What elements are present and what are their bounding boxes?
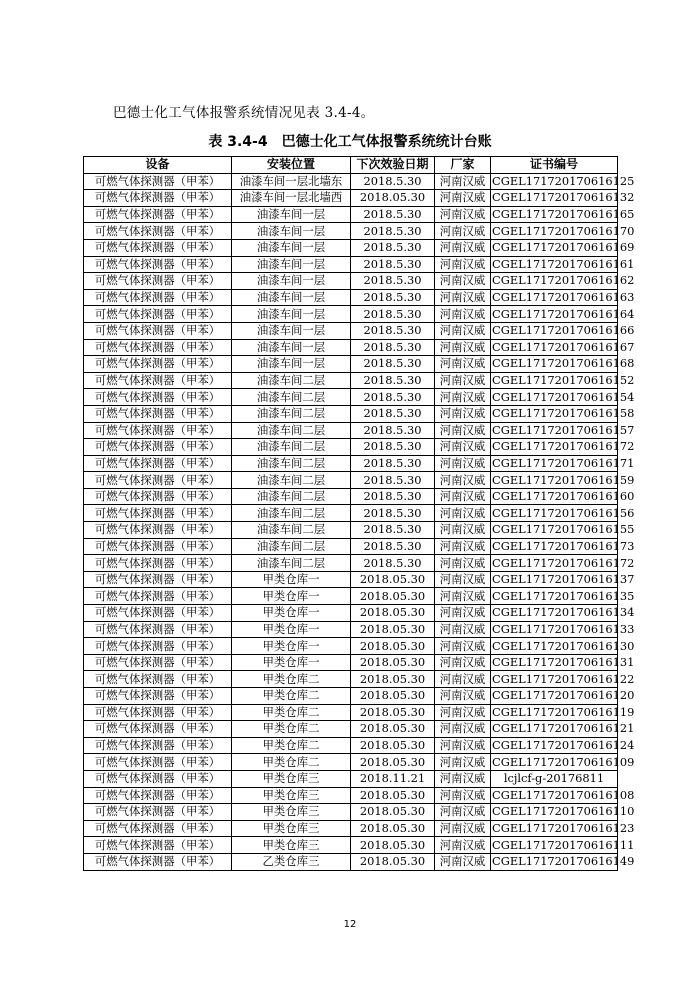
cell-manufacturer: 河南汉威: [435, 190, 491, 207]
cell-certificate-no: CGEL171720170616123: [492, 821, 635, 836]
cell-next-check-date: 2018.5.30: [351, 239, 435, 256]
header-device: 设备: [84, 157, 232, 174]
cell-location: 油漆车间二层: [232, 488, 351, 505]
cell-certificate-no: CGEL171720170616121: [492, 721, 635, 736]
cell-next-check-date: 2018.05.30: [351, 621, 435, 638]
table-header-row: [84, 157, 618, 174]
cell-manufacturer: 河南汉威: [435, 671, 491, 688]
cell-manufacturer: 河南汉威: [435, 588, 491, 605]
table-row: [84, 356, 618, 373]
cell-manufacturer: 河南汉威: [435, 322, 491, 339]
cell-location: 油漆车间二层: [232, 472, 351, 489]
cell-device: 可燃气体探测器（甲苯）: [84, 804, 232, 821]
cell-next-check-date: 2018.5.30: [351, 455, 435, 472]
cell-location: 甲类仓库三: [232, 770, 351, 787]
cell-next-check-date: 2018.5.30: [351, 538, 435, 555]
cell-certificate-no: CGEL171720170616163: [492, 290, 635, 305]
cell-certificate-no: CGEL171720170616108: [492, 787, 635, 802]
table-row: [84, 389, 618, 406]
cell-next-check-date: 2018.05.30: [351, 804, 435, 821]
cell-device: 可燃气体探测器（甲苯）: [84, 538, 232, 555]
cell-next-check-date: 2018.5.30: [351, 505, 435, 522]
table-row: [84, 223, 618, 240]
table-row: [84, 704, 618, 721]
cell-location: 油漆车间二层: [232, 538, 351, 555]
cell-manufacturer: 河南汉威: [435, 356, 491, 373]
cell-manufacturer: 河南汉威: [435, 555, 491, 572]
table-row: [84, 439, 618, 456]
table-row: [84, 405, 618, 422]
cell-certificate-no: CGEL171720170616166: [492, 323, 635, 338]
cell-location: 油漆车间一层: [232, 223, 351, 240]
cell-certificate-no: CGEL171720170616130: [492, 638, 635, 653]
cell-location: 油漆车间二层: [232, 439, 351, 456]
cell-location: 甲类仓库二: [232, 754, 351, 771]
cell-location: 油漆车间二层: [232, 505, 351, 522]
table-caption: 表 3.4-4 巴德士化工气体报警系统统计台账: [208, 134, 492, 150]
cell-device: 可燃气体探测器（甲苯）: [84, 273, 232, 290]
table-row: [84, 787, 618, 804]
cell-certificate-no: CGEL171720170616155: [492, 522, 635, 537]
cell-device: 可燃气体探测器（甲苯）: [84, 605, 232, 622]
cell-manufacturer: 河南汉威: [435, 439, 491, 456]
cell-certificate-no: CGEL171720170616137: [492, 572, 635, 587]
cell-device: 可燃气体探测器（甲苯）: [84, 688, 232, 705]
cell-location: 油漆车间一层: [232, 306, 351, 323]
cell-next-check-date: 2018.11.21: [351, 770, 435, 787]
table-row: [84, 190, 618, 207]
cell-device: 可燃气体探测器（甲苯）: [84, 770, 232, 787]
cell-certificate-no: CGEL171720170616135: [492, 588, 635, 603]
cell-location: 甲类仓库三: [232, 804, 351, 821]
cell-next-check-date: 2018.5.30: [351, 522, 435, 539]
cell-device: 可燃气体探测器（甲苯）: [84, 289, 232, 306]
table-row: [84, 605, 618, 622]
cell-certificate-no: CGEL171720170616173: [492, 538, 635, 553]
table-row: [84, 588, 618, 605]
cell-location: 油漆车间二层: [232, 405, 351, 422]
cell-location: 甲类仓库二: [232, 721, 351, 738]
cell-certificate-no: CGEL171720170616132: [492, 190, 635, 205]
cell-next-check-date: 2018.05.30: [351, 737, 435, 754]
header-next-check-date: 下次效验日期: [351, 157, 435, 174]
cell-certificate-no: CGEL171720170616120: [492, 688, 635, 703]
cell-device: 可燃气体探测器（甲苯）: [84, 522, 232, 539]
cell-next-check-date: 2018.05.30: [351, 688, 435, 705]
cell-device: 可燃气体探测器（甲苯）: [84, 223, 232, 240]
cell-device: 可燃气体探测器（甲苯）: [84, 721, 232, 738]
cell-certificate-no: CGEL171720170616171: [492, 455, 635, 470]
cell-location: 油漆车间一层: [232, 256, 351, 273]
cell-next-check-date: 2018.5.30: [351, 439, 435, 456]
cell-manufacturer: 河南汉威: [435, 455, 491, 472]
cell-next-check-date: 2018.5.30: [351, 173, 435, 190]
cell-next-check-date: 2018.05.30: [351, 787, 435, 804]
cell-location: 甲类仓库二: [232, 671, 351, 688]
table-row: [84, 837, 618, 854]
cell-manufacturer: 河南汉威: [435, 306, 491, 323]
cell-location: 油漆车间一层北墙东: [232, 173, 351, 190]
table-row: [84, 455, 618, 472]
cell-manufacturer: 河南汉威: [435, 206, 491, 223]
cell-manufacturer: 河南汉威: [435, 804, 491, 821]
cell-location: 油漆车间一层: [232, 289, 351, 306]
cell-certificate-no: CGEL171720170616170: [492, 223, 635, 238]
cell-location: 油漆车间二层: [232, 522, 351, 539]
cell-next-check-date: 2018.5.30: [351, 339, 435, 356]
gas-alarm-ledger-table: [83, 156, 635, 871]
cell-manufacturer: 河南汉威: [435, 654, 491, 671]
cell-certificate-no: CGEL171720170616122: [492, 671, 635, 686]
cell-next-check-date: 2018.05.30: [351, 837, 435, 854]
cell-location: 乙类仓库三: [232, 853, 351, 870]
table-row: [84, 654, 618, 671]
page-number: 12: [343, 919, 357, 930]
cell-certificate-no: CGEL171720170616131: [492, 655, 635, 670]
cell-location: 甲类仓库一: [232, 571, 351, 588]
cell-next-check-date: 2018.05.30: [351, 671, 435, 688]
cell-device: 可燃气体探测器（甲苯）: [84, 820, 232, 837]
cell-manufacturer: 河南汉威: [435, 704, 491, 721]
cell-certificate-no: CGEL171720170616169: [492, 240, 635, 255]
cell-next-check-date: 2018.05.30: [351, 754, 435, 771]
table-row: [84, 306, 618, 323]
cell-certificate-no: CGEL171720170616164: [492, 306, 635, 321]
table-row: [84, 721, 618, 738]
table-body: [84, 173, 635, 870]
cell-device: 可燃气体探测器（甲苯）: [84, 206, 232, 223]
cell-device: 可燃气体探测器（甲苯）: [84, 239, 232, 256]
header-location: 安装位置: [232, 157, 351, 174]
cell-next-check-date: 2018.05.30: [351, 853, 435, 870]
cell-location: 甲类仓库二: [232, 737, 351, 754]
cell-manufacturer: 河南汉威: [435, 505, 491, 522]
cell-certificate-no: CGEL171720170616133: [492, 621, 635, 636]
cell-location: 甲类仓库二: [232, 704, 351, 721]
cell-next-check-date: 2018.05.30: [351, 820, 435, 837]
cell-device: 可燃气体探测器（甲苯）: [84, 621, 232, 638]
cell-manufacturer: 河南汉威: [435, 638, 491, 655]
cell-manufacturer: 河南汉威: [435, 820, 491, 837]
cell-next-check-date: 2018.05.30: [351, 721, 435, 738]
cell-device: 可燃气体探测器（甲苯）: [84, 439, 232, 456]
table-row: [84, 505, 618, 522]
cell-manufacturer: 河南汉威: [435, 688, 491, 705]
cell-manufacturer: 河南汉威: [435, 256, 491, 273]
table-row: [84, 339, 618, 356]
cell-device: 可燃气体探测器（甲苯）: [84, 173, 232, 190]
table-row: [84, 372, 618, 389]
cell-certificate-no: CGEL171720170616111: [492, 837, 635, 852]
cell-next-check-date: 2018.5.30: [351, 206, 435, 223]
cell-certificate-no: CGEL171720170616168: [492, 356, 635, 371]
cell-location: 油漆车间一层: [232, 239, 351, 256]
cell-device: 可燃气体探测器（甲苯）: [84, 306, 232, 323]
cell-certificate-no: CGEL171720170616172: [492, 555, 635, 570]
cell-device: 可燃气体探测器（甲苯）: [84, 422, 232, 439]
cell-certificate-no: CGEL171720170616172: [492, 439, 635, 454]
cell-next-check-date: 2018.05.30: [351, 588, 435, 605]
cell-next-check-date: 2018.05.30: [351, 605, 435, 622]
cell-certificate-no: CGEL171720170616161: [492, 256, 635, 271]
cell-device: 可燃气体探测器（甲苯）: [84, 837, 232, 854]
cell-location: 甲类仓库三: [232, 820, 351, 837]
cell-certificate-no: CGEL171720170616149: [492, 854, 635, 869]
table-row: [84, 538, 618, 555]
cell-certificate-no: CGEL171720170616152: [492, 373, 635, 388]
cell-next-check-date: 2018.5.30: [351, 488, 435, 505]
cell-next-check-date: 2018.5.30: [351, 405, 435, 422]
cell-location: 甲类仓库三: [232, 837, 351, 854]
table-row: [84, 571, 618, 588]
cell-location: 油漆车间一层: [232, 322, 351, 339]
table-row: [84, 688, 618, 705]
cell-manufacturer: 河南汉威: [435, 239, 491, 256]
cell-next-check-date: 2018.5.30: [351, 372, 435, 389]
cell-manufacturer: 河南汉威: [435, 289, 491, 306]
cell-certificate-no: CGEL171720170616162: [492, 273, 635, 288]
cell-certificate-no: CGEL171720170616134: [492, 605, 635, 620]
cell-device: 可燃气体探测器（甲苯）: [84, 505, 232, 522]
cell-device: 可燃气体探测器（甲苯）: [84, 787, 232, 804]
cell-location: 油漆车间一层北墙西: [232, 190, 351, 207]
cell-device: 可燃气体探测器（甲苯）: [84, 704, 232, 721]
cell-next-check-date: 2018.05.30: [351, 638, 435, 655]
cell-certificate-no: CGEL171720170616125: [492, 173, 635, 188]
cell-next-check-date: 2018.05.30: [351, 704, 435, 721]
table-row: [84, 206, 618, 223]
cell-next-check-date: 2018.5.30: [351, 555, 435, 572]
cell-device: 可燃气体探测器（甲苯）: [84, 754, 232, 771]
intro-paragraph: 巴德士化工气体报警系统情况见表 3.4-4。: [113, 105, 375, 121]
cell-location: 油漆车间一层: [232, 356, 351, 373]
cell-manufacturer: 河南汉威: [435, 853, 491, 870]
table-row: [84, 322, 618, 339]
cell-certificate-no: CGEL171720170616110: [492, 804, 635, 819]
table-row: [84, 239, 618, 256]
cell-manufacturer: 河南汉威: [435, 422, 491, 439]
table-row: [84, 422, 618, 439]
cell-certificate-no: CGEL171720170616119: [492, 704, 635, 719]
table-row: [84, 853, 618, 870]
table-row: [84, 256, 618, 273]
cell-manufacturer: 河南汉威: [435, 405, 491, 422]
cell-device: 可燃气体探测器（甲苯）: [84, 389, 232, 406]
table-row: [84, 804, 618, 821]
cell-manufacturer: 河南汉威: [435, 837, 491, 854]
cell-device: 可燃气体探测器（甲苯）: [84, 588, 232, 605]
cell-next-check-date: 2018.5.30: [351, 289, 435, 306]
header-certificate-no: 证书编号: [491, 157, 618, 174]
cell-next-check-date: 2018.05.30: [351, 190, 435, 207]
cell-device: 可燃气体探测器（甲苯）: [84, 654, 232, 671]
cell-location: 甲类仓库三: [232, 787, 351, 804]
cell-next-check-date: 2018.5.30: [351, 256, 435, 273]
cell-device: 可燃气体探测器（甲苯）: [84, 853, 232, 870]
cell-next-check-date: 2018.5.30: [351, 472, 435, 489]
cell-certificate-no: CGEL171720170616156: [492, 505, 635, 520]
cell-location: 油漆车间一层: [232, 339, 351, 356]
cell-certificate-no: CGEL171720170616157: [492, 422, 635, 437]
cell-device: 可燃气体探测器（甲苯）: [84, 356, 232, 373]
cell-device: 可燃气体探测器（甲苯）: [84, 455, 232, 472]
cell-next-check-date: 2018.5.30: [351, 356, 435, 373]
cell-next-check-date: 2018.5.30: [351, 389, 435, 406]
cell-manufacturer: 河南汉威: [435, 273, 491, 290]
table-row: [84, 555, 618, 572]
cell-location: 甲类仓库一: [232, 605, 351, 622]
cell-manufacturer: 河南汉威: [435, 372, 491, 389]
cell-next-check-date: 2018.5.30: [351, 322, 435, 339]
table-row: [84, 820, 618, 837]
cell-location: 油漆车间二层: [232, 372, 351, 389]
cell-manufacturer: 河南汉威: [435, 737, 491, 754]
cell-manufacturer: 河南汉威: [435, 787, 491, 804]
cell-manufacturer: 河南汉威: [435, 605, 491, 622]
table-row: [84, 737, 618, 754]
table-row: [84, 273, 618, 290]
cell-location: 甲类仓库一: [232, 638, 351, 655]
cell-manufacturer: 河南汉威: [435, 339, 491, 356]
cell-device: 可燃气体探测器（甲苯）: [84, 190, 232, 207]
cell-device: 可燃气体探测器（甲苯）: [84, 372, 232, 389]
cell-location: 甲类仓库二: [232, 688, 351, 705]
table-row: [84, 621, 618, 638]
cell-manufacturer: 河南汉威: [435, 389, 491, 406]
cell-next-check-date: 2018.5.30: [351, 306, 435, 323]
cell-location: 油漆车间二层: [232, 422, 351, 439]
cell-certificate-no: CGEL171720170616165: [492, 207, 635, 222]
cell-device: 可燃气体探测器（甲苯）: [84, 638, 232, 655]
cell-location: 油漆车间一层: [232, 206, 351, 223]
cell-manufacturer: 河南汉威: [435, 754, 491, 771]
cell-device: 可燃气体探测器（甲苯）: [84, 472, 232, 489]
cell-manufacturer: 河南汉威: [435, 621, 491, 638]
cell-manufacturer: 河南汉威: [435, 472, 491, 489]
cell-device: 可燃气体探测器（甲苯）: [84, 322, 232, 339]
cell-location: 油漆车间一层: [232, 273, 351, 290]
table-row: [84, 671, 618, 688]
cell-certificate-no: lcjlcf-g-20176811: [491, 770, 618, 787]
header-manufacturer: 厂家: [435, 157, 491, 174]
table-row: [84, 754, 618, 771]
cell-next-check-date: 2018.05.30: [351, 654, 435, 671]
cell-location: 油漆车间二层: [232, 555, 351, 572]
table-row: [84, 289, 618, 306]
cell-device: 可燃气体探测器（甲苯）: [84, 571, 232, 588]
cell-device: 可燃气体探测器（甲苯）: [84, 339, 232, 356]
cell-certificate-no: CGEL171720170616167: [492, 339, 635, 354]
table-row: [84, 638, 618, 655]
cell-location: 甲类仓库一: [232, 588, 351, 605]
cell-device: 可燃气体探测器（甲苯）: [84, 405, 232, 422]
cell-certificate-no: CGEL171720170616154: [492, 389, 635, 404]
cell-device: 可燃气体探测器（甲苯）: [84, 488, 232, 505]
cell-manufacturer: 河南汉威: [435, 770, 491, 787]
cell-certificate-no: CGEL171720170616160: [492, 489, 635, 504]
cell-certificate-no: CGEL171720170616158: [492, 406, 635, 421]
cell-device: 可燃气体探测器（甲苯）: [84, 737, 232, 754]
cell-device: 可燃气体探测器（甲苯）: [84, 256, 232, 273]
table-row: [84, 173, 618, 190]
cell-location: 油漆车间二层: [232, 455, 351, 472]
table-row: [84, 522, 618, 539]
cell-manufacturer: 河南汉威: [435, 571, 491, 588]
cell-device: 可燃气体探测器（甲苯）: [84, 555, 232, 572]
table-row: [84, 770, 618, 787]
cell-certificate-no: CGEL171720170616159: [492, 472, 635, 487]
cell-next-check-date: 2018.05.30: [351, 571, 435, 588]
cell-next-check-date: 2018.5.30: [351, 273, 435, 290]
cell-next-check-date: 2018.5.30: [351, 223, 435, 240]
cell-location: 甲类仓库一: [232, 621, 351, 638]
cell-certificate-no: CGEL171720170616124: [492, 738, 635, 753]
cell-next-check-date: 2018.5.30: [351, 422, 435, 439]
cell-location: 甲类仓库一: [232, 654, 351, 671]
table-row: [84, 472, 618, 489]
cell-manufacturer: 河南汉威: [435, 488, 491, 505]
cell-device: 可燃气体探测器（甲苯）: [84, 671, 232, 688]
table-row: [84, 488, 618, 505]
cell-manufacturer: 河南汉威: [435, 538, 491, 555]
cell-manufacturer: 河南汉威: [435, 223, 491, 240]
cell-certificate-no: CGEL171720170616109: [492, 754, 635, 769]
cell-manufacturer: 河南汉威: [435, 173, 491, 190]
cell-location: 油漆车间二层: [232, 389, 351, 406]
cell-manufacturer: 河南汉威: [435, 721, 491, 738]
cell-manufacturer: 河南汉威: [435, 522, 491, 539]
